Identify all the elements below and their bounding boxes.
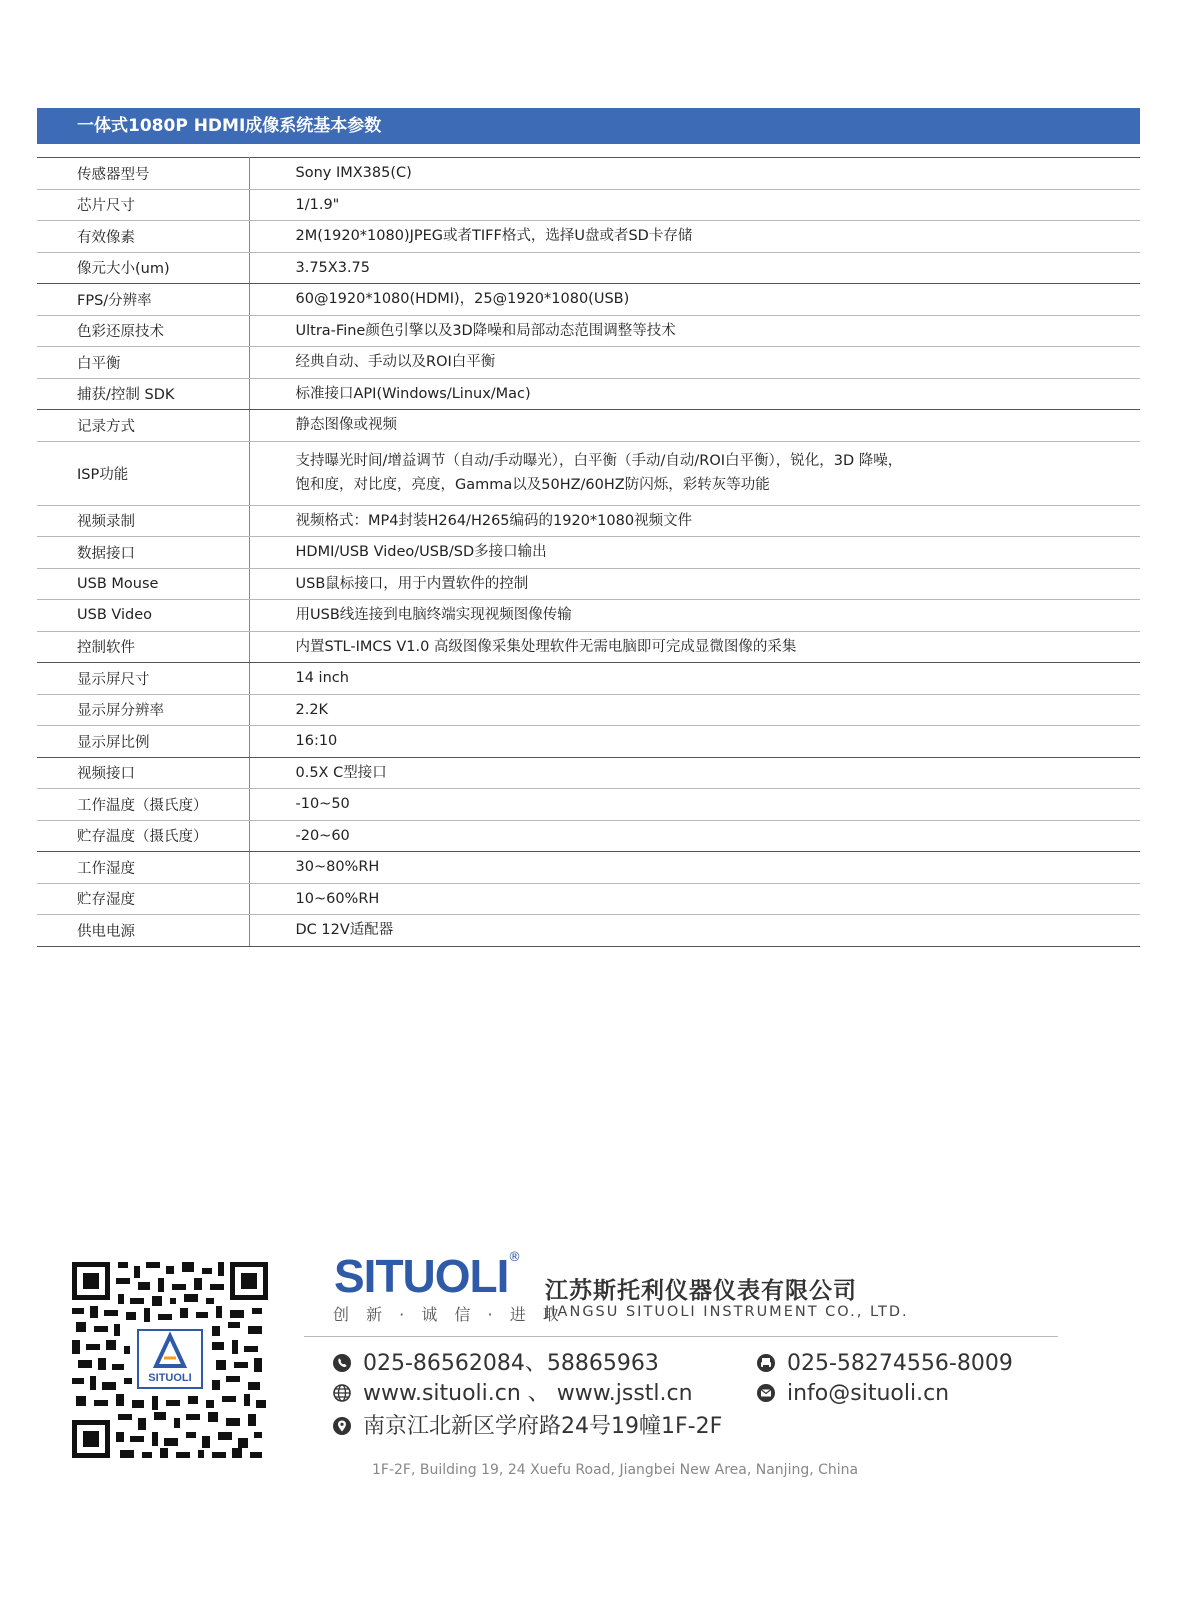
brand-slogan: 创 新 · 诚 信 · 进 取	[333, 1305, 565, 1324]
spec-table	[37, 157, 1140, 947]
spec-value: 1/1.9"	[249, 189, 1140, 221]
spec-label: 有效像素	[37, 221, 249, 253]
globe-icon	[333, 1384, 351, 1402]
spec-value: 60@1920*1080(HDMI)，25@1920*1080(USB)	[249, 284, 1140, 316]
contact-address	[333, 1413, 722, 1441]
spec-label: FPS/分辨率	[37, 284, 249, 316]
table-row	[37, 537, 1140, 569]
table-row	[37, 852, 1140, 884]
brand-logo: SITUOLI	[334, 1250, 509, 1302]
spec-value: HDMI/USB Video/USB/SD多接口输出	[249, 537, 1140, 569]
spec-label: 白平衡	[37, 347, 249, 379]
footer-divider	[304, 1336, 1058, 1337]
spec-label: USB Video	[37, 600, 249, 632]
spec-value: 视频格式：MP4封装H264/H265编码的1920*1080视频文件	[249, 505, 1140, 537]
spec-label: 记录方式	[37, 410, 249, 442]
qr-logo-text: SITUOLI	[148, 1372, 192, 1384]
table-row	[37, 694, 1140, 726]
spec-label: ISP功能	[37, 441, 249, 505]
spec-value: DC 12V适配器	[249, 915, 1140, 947]
table-row	[37, 252, 1140, 284]
spec-value: 16:10	[249, 726, 1140, 758]
table-row	[37, 789, 1140, 821]
table-row	[37, 189, 1140, 221]
table-row	[37, 883, 1140, 915]
spec-value-line-1: 支持曝光时间/增益调节（自动/手动曝光），白平衡（手动/自动/ROI白平衡），锐化，3D 降噪，	[295, 453, 903, 469]
spec-value: 2.2K	[249, 694, 1140, 726]
spec-label: 数据接口	[37, 537, 249, 569]
spec-label: 显示屏分辨率	[37, 694, 249, 726]
table-row	[37, 631, 1140, 663]
qr-code	[72, 1262, 268, 1458]
spec-value: 用USB线连接到电脑终端实现视频图像传输	[249, 600, 1140, 632]
spec-value: 30~80%RH	[249, 852, 1140, 884]
table-row	[37, 410, 1140, 442]
website-urls: www.situoli.cn 、 www.jsstl.cn	[363, 1381, 693, 1406]
table-row	[37, 820, 1140, 852]
table-row	[37, 378, 1140, 410]
spec-value-line-2: 饱和度，对比度，亮度，Gamma以及50HZ/60HZ防闪烁，彩转灰等功能	[295, 477, 770, 493]
contact-email	[757, 1380, 949, 1408]
mail-icon	[757, 1384, 775, 1402]
spec-value: 内置STL-IMCS V1.0 高级图像采集处理软件无需电脑即可完成显微图像的采集	[249, 631, 1140, 663]
phone-numbers: 025-86562084、58865963	[363, 1351, 659, 1376]
spec-value: -10~50	[249, 789, 1140, 821]
company-name-cn: 江苏斯托利仪器仪表有限公司	[545, 1278, 857, 1304]
fax-number: 025-58274556-8009	[787, 1351, 1013, 1376]
table-row	[37, 915, 1140, 947]
location-pin-icon	[333, 1417, 351, 1435]
fax-icon	[757, 1354, 775, 1372]
contact-phone	[333, 1350, 659, 1378]
phone-icon	[333, 1354, 351, 1372]
spec-value: 经典自动、手动以及ROI白平衡	[249, 347, 1140, 379]
spec-label: 贮存湿度	[37, 883, 249, 915]
spec-label: 色彩还原技术	[37, 315, 249, 347]
spec-label: 视频录制	[37, 505, 249, 537]
spec-label: 显示屏比例	[37, 726, 249, 758]
spec-value: USB鼠标接口，用于内置软件的控制	[249, 568, 1140, 600]
spec-label: 供电电源	[37, 915, 249, 947]
spec-value: 10~60%RH	[249, 883, 1140, 915]
registered-mark: ®	[508, 1250, 521, 1265]
contact-fax	[757, 1350, 1013, 1378]
spec-value: 标准接口API(Windows/Linux/Mac)	[249, 378, 1140, 410]
spec-label: 视频接口	[37, 757, 249, 789]
spec-label: 像元大小(um)	[37, 252, 249, 284]
table-row	[37, 221, 1140, 253]
spec-label: USB Mouse	[37, 568, 249, 600]
spec-value: 14 inch	[249, 663, 1140, 695]
spec-label: 工作温度（摄氏度）	[37, 789, 249, 821]
spec-label: 贮存温度（摄氏度）	[37, 820, 249, 852]
spec-value: -20~60	[249, 820, 1140, 852]
spec-value-multiline	[249, 441, 1140, 505]
email-address: info@situoli.cn	[787, 1381, 950, 1406]
table-row	[37, 568, 1140, 600]
section-title: 一体式1080P HDMI成像系统基本参数	[37, 108, 1140, 144]
table-row	[37, 600, 1140, 632]
spec-label: 芯片尺寸	[37, 189, 249, 221]
spec-value: Sony IMX385(C)	[249, 158, 1140, 190]
spec-label: 显示屏尺寸	[37, 663, 249, 695]
spec-value: Ultra-Fine颜色引擎以及3D降噪和局部动态范围调整等技术	[249, 315, 1140, 347]
spec-label: 控制软件	[37, 631, 249, 663]
table-row	[37, 284, 1140, 316]
address-en: 1F-2F, Building 19, 24 Xuefu Road, Jiangbei New Area, Nanjing, China	[372, 1462, 859, 1478]
spec-value: 2M(1920*1080)JPEG或者TIFF格式，选择U盘或者SD卡存储	[249, 221, 1140, 253]
spec-value: 0.5X C型接口	[249, 757, 1140, 789]
contact-web	[333, 1380, 693, 1408]
table-row	[37, 315, 1140, 347]
spec-label: 捕获/控制 SDK	[37, 378, 249, 410]
table-row	[37, 757, 1140, 789]
table-row	[37, 726, 1140, 758]
table-row	[37, 347, 1140, 379]
spec-label: 工作湿度	[37, 852, 249, 884]
spec-label: 传感器型号	[37, 158, 249, 190]
table-row	[37, 505, 1140, 537]
spec-value: 静态图像或视频	[249, 410, 1140, 442]
table-row	[37, 158, 1140, 190]
table-row	[37, 663, 1140, 695]
address-cn: 南京江北新区学府路24号19幢1F-2F	[363, 1414, 723, 1439]
spec-value: 3.75X3.75	[249, 252, 1140, 284]
table-row	[37, 441, 1140, 505]
company-name-en: JIANGSU SITUOLI INSTRUMENT CO., LTD.	[545, 1304, 909, 1320]
